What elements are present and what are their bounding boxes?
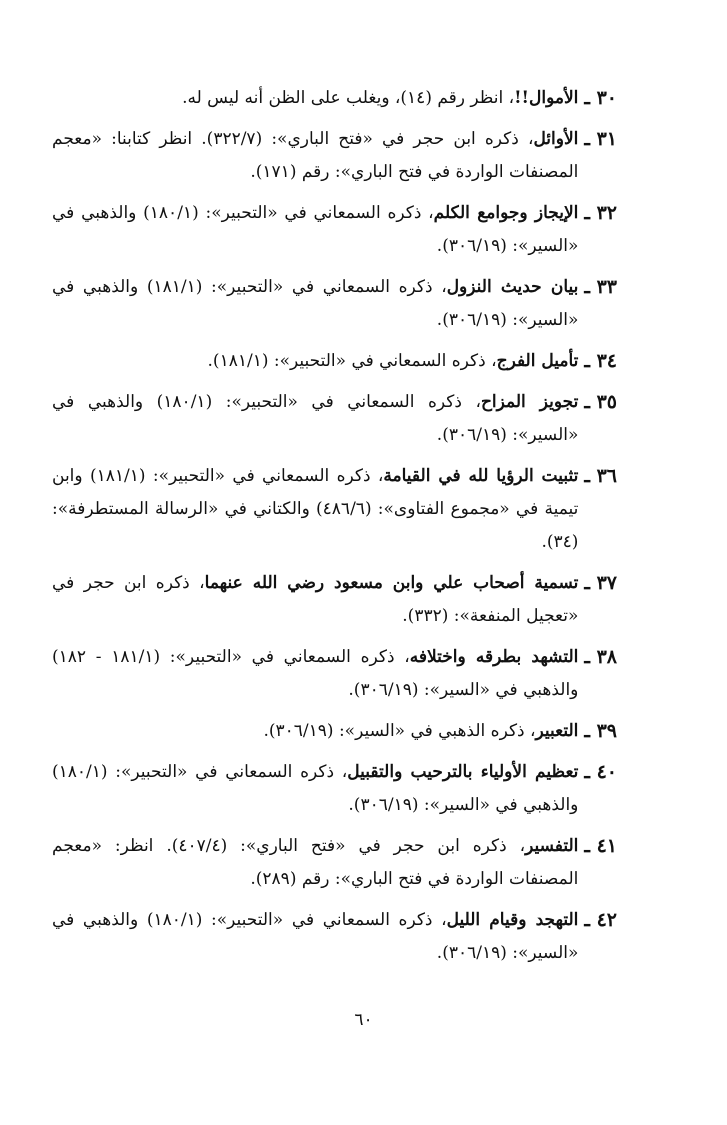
entry-description: ، ذكره السمعاني في «التحبير»: (١٨١/١) وابن تيمية في «مجموع الفتاوى»: (٤٨٦/٦) والكتاني في «الرسالة المستطرفة»: (٣٤). bbox=[52, 466, 579, 552]
entry-title: تثبيت الرؤيا لله في القيامة bbox=[383, 466, 579, 486]
entry-number: ٤٠ ـ bbox=[584, 761, 617, 783]
entry-title: تأميل الفرج bbox=[496, 351, 579, 371]
entry-37 bbox=[52, 567, 617, 633]
entry-title: الإيجاز وجوامع الكلم bbox=[433, 203, 579, 223]
entry-34 bbox=[52, 345, 617, 378]
entry-title: التعبير bbox=[535, 721, 579, 741]
entry-title: تجويز المزاح bbox=[480, 392, 579, 412]
entry-32 bbox=[52, 197, 617, 263]
entry-title: التهجد وقيام الليل bbox=[446, 910, 579, 930]
entry-text bbox=[52, 830, 578, 896]
entry-text bbox=[52, 904, 578, 970]
page-number: ٦٠ bbox=[354, 1010, 373, 1030]
entry-title: تعظيم الأولياء بالترحيب والتقبيل bbox=[347, 762, 579, 782]
entry-text bbox=[52, 460, 578, 559]
entry-description: ، ذكره السمعاني في «التحبير»: (١٨٠/١) والذهبي في «السير»: (٣٠٦/١٩). bbox=[52, 392, 579, 445]
entry-description: ، انظر رقم (١٤)، ويغلب على الظن أنه ليس له. bbox=[182, 88, 515, 108]
entry-41 bbox=[52, 830, 617, 896]
entry-33 bbox=[52, 271, 617, 337]
entry-description: ، ذكره ابن حجر في «تعجيل المنفعة»: (٣٣٢). bbox=[52, 573, 579, 626]
entry-title: التفسير bbox=[525, 836, 579, 856]
entry-number: ٤١ ـ bbox=[584, 835, 617, 857]
entry-36 bbox=[52, 460, 617, 559]
entry-title: الأموال!! bbox=[514, 88, 579, 108]
entry-text bbox=[52, 271, 578, 337]
entry-38 bbox=[52, 641, 617, 707]
entry-description: ، ذكره السمعاني في «التحبير»: (١٨٠/١) والذهبي في «السير»: (٣٠٦/١٩). bbox=[52, 203, 579, 256]
entry-31 bbox=[52, 123, 617, 189]
entry-number: ٣٩ ـ bbox=[584, 720, 617, 742]
entry-description: ، ذكره السمعاني في «التحبير»: (١٨٠/١) والذهبي في «السير»: (٣٠٦/١٩). bbox=[52, 762, 579, 815]
entry-42 bbox=[52, 904, 617, 970]
entry-30 bbox=[52, 82, 617, 115]
entry-number: ٣٦ ـ bbox=[584, 465, 617, 487]
entry-number: ٣٢ ـ bbox=[584, 202, 617, 224]
entry-text bbox=[52, 715, 578, 748]
entry-number: ٣٧ ـ bbox=[584, 572, 617, 594]
entry-description: ، ذكره السمعاني في «التحبير»: (١٨١/١). bbox=[207, 351, 497, 371]
entry-description: ، ذكره السمعاني في «التحبير»: (١٨١/١ - ١٨٢) والذهبي في «السير»: (٣٠٦/١٩). bbox=[52, 647, 579, 700]
entry-description: ، ذكره ابن حجر في «فتح الباري»: (٣٢٢/٧). انظر كتابنا: «معجم المصنفات الواردة في فتح الباري»: رقم (١٧١). bbox=[52, 129, 579, 182]
entry-title: تسمية أصحاب علي وابن مسعود رضي الله عنهما bbox=[204, 573, 579, 593]
entry-39 bbox=[52, 715, 617, 748]
entry-text bbox=[52, 345, 578, 378]
entry-text bbox=[52, 197, 578, 263]
entry-number: ٣٥ ـ bbox=[584, 391, 617, 413]
entry-number: ٤٢ ـ bbox=[584, 909, 617, 931]
entry-text bbox=[52, 386, 578, 452]
entry-35 bbox=[52, 386, 617, 452]
entry-text bbox=[52, 123, 578, 189]
entry-text bbox=[52, 641, 578, 707]
entry-description: ، ذكره السمعاني في «التحبير»: (١٨١/١) والذهبي في «السير»: (٣٠٦/١٩). bbox=[52, 277, 579, 330]
entry-text bbox=[52, 82, 578, 115]
entry-number: ٣٠ ـ bbox=[584, 87, 617, 109]
entry-description: ، ذكره ابن حجر في «فتح الباري»: (٤٠٧/٤). انظر: «معجم المصنفات الواردة في فتح الباري»: رقم (٢٨٩). bbox=[52, 836, 579, 889]
entry-number: ٣٣ ـ bbox=[584, 276, 617, 298]
entry-description: ، ذكره السمعاني في «التحبير»: (١٨٠/١) والذهبي في «السير»: (٣٠٦/١٩). bbox=[52, 910, 579, 963]
entry-40 bbox=[52, 756, 617, 822]
entry-title: الأوائل bbox=[533, 129, 579, 149]
entry-number: ٣١ ـ bbox=[584, 128, 617, 150]
entry-title: التشهد بطرقه واختلافه bbox=[409, 647, 579, 667]
entry-number: ٣٨ ـ bbox=[584, 646, 617, 668]
page-body bbox=[52, 82, 617, 978]
entry-text bbox=[52, 567, 578, 633]
entry-text bbox=[52, 756, 578, 822]
entry-number: ٣٤ ـ bbox=[584, 350, 617, 372]
entry-title: بيان حديث النزول bbox=[446, 277, 579, 297]
entry-description: ، ذكره الذهبي في «السير»: (٣٠٦/١٩). bbox=[263, 721, 536, 741]
